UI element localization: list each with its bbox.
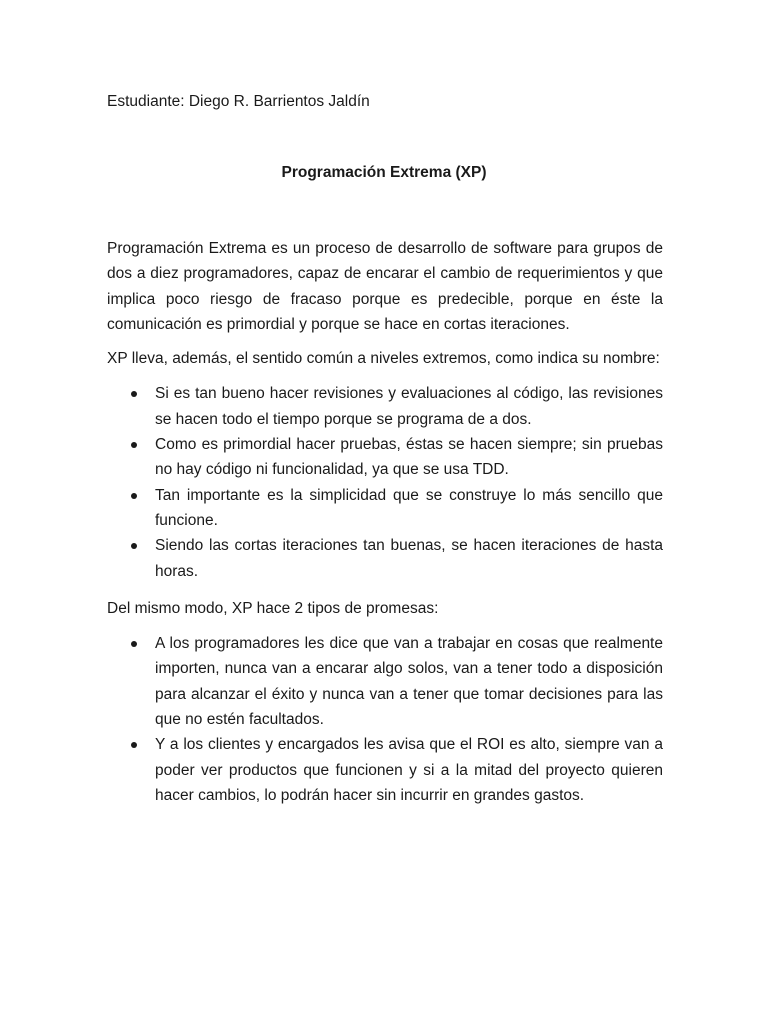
list-item-text: Tan importante es la simplicidad que se construye lo más sencillo que funcione. — [155, 486, 663, 529]
bullet-icon — [131, 543, 137, 549]
list-item — [107, 432, 663, 483]
student-name: Estudiante: Diego R. Barrientos Jaldín — [107, 93, 370, 110]
practices-list — [107, 381, 663, 583]
bullet-icon — [131, 442, 137, 448]
bullet-icon — [131, 493, 137, 499]
list-item-text: Si es tan bueno hacer revisiones y evaluaciones al código, las revisiones se hacen todo el tiempo porque se programa de a dos. — [155, 385, 663, 428]
list-item-text: Y a los clientes y encargados les avisa que el ROI es alto, siempre van a poder ver productos que funcionen y si a la mitad del proyecto quieren hacer cambios, lo podrán hacer sin incurrir en grandes gastos. — [155, 736, 663, 804]
list-item — [107, 533, 663, 584]
document-title: Programación Extrema (XP) — [281, 164, 487, 181]
list-item — [107, 381, 663, 432]
document-body — [107, 236, 663, 808]
list-item-text: Siendo las cortas iteraciones tan buenas, se hacen iteraciones de hasta horas. — [155, 537, 663, 580]
list-item — [107, 631, 663, 732]
list-item-text: Como es primordial hacer pruebas, éstas se hacen siempre; sin pruebas no hay código ni funcionalidad, ya que se usa TDD. — [155, 436, 663, 479]
bullet-icon — [131, 391, 137, 397]
bullet-icon — [131, 641, 137, 647]
bullet-icon — [131, 742, 137, 748]
list-item-text: A los programadores les dice que van a trabajar en cosas que realmente importen, nunca van a encarar algo solos, van a tener todo a disposición para alcanzar el éxito y nunca van a tener que tomar decisiones para las que no estén facultados. — [155, 635, 663, 729]
list-item — [107, 483, 663, 534]
xp-paragraph: XP lleva, además, el sentido común a niveles extremos, como indica su nombre: — [107, 350, 660, 368]
intro-paragraph: Programación Extrema es un proceso de desarrollo de software para grupos de dos a diez programadores, capaz de encarar el cambio de requerimientos y que implica poco riesgo de fracaso porque es predecible, porque en éste la comunicación es primordial y porque se hace en cortas iteraciones. — [107, 240, 663, 333]
promises-paragraph: Del mismo modo, XP hace 2 tipos de promesas: — [107, 599, 439, 617]
list-item — [107, 732, 663, 808]
promises-list — [107, 631, 663, 808]
